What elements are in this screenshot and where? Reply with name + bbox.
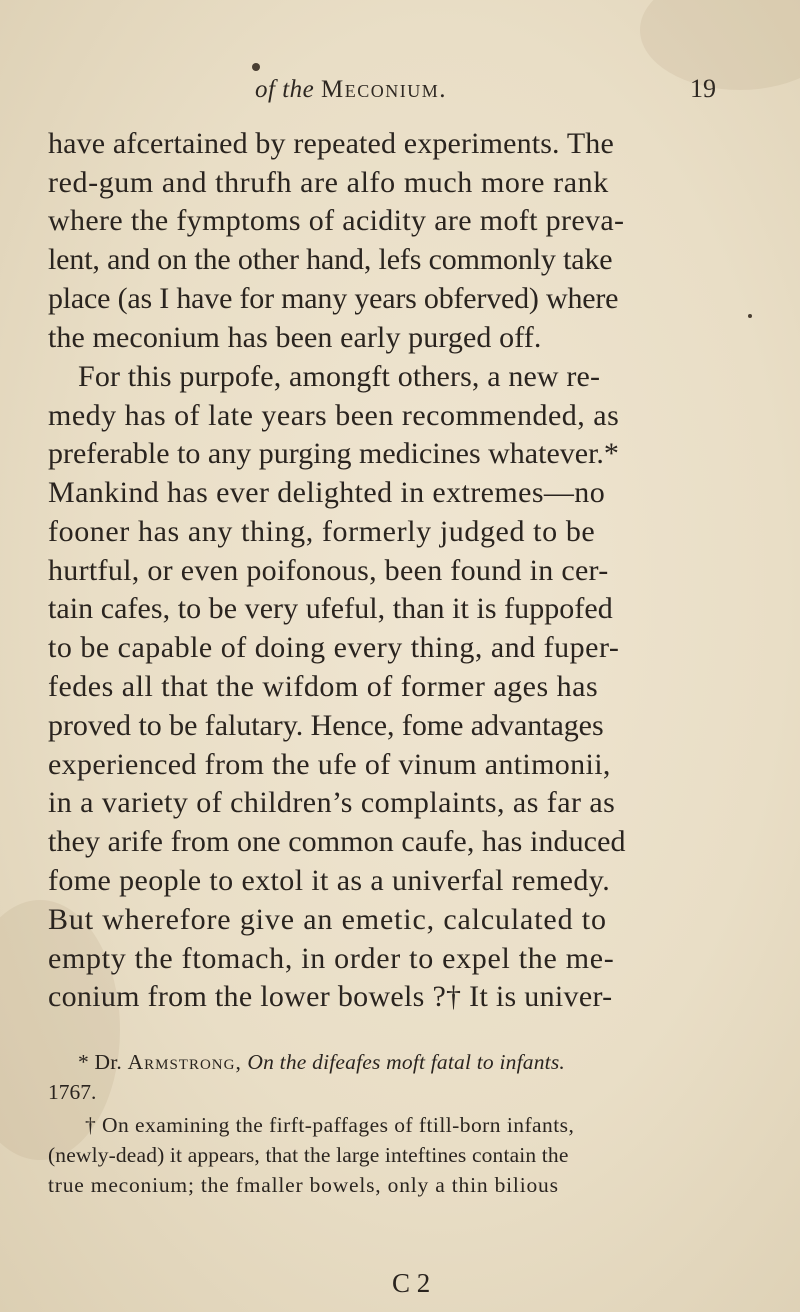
body-line: empty the ftomach, in order to expel the me- <box>48 942 615 975</box>
body-line: conium from the lower bowels ?† It is univer- <box>48 980 613 1013</box>
body-line: experienced from the ufe of vinum antimonii, <box>48 748 611 781</box>
footnote-line: (newly-dead) it appears, that the large inteftines contain the <box>48 1143 569 1167</box>
body-line: they arife from one common caufe, has induced <box>48 825 626 858</box>
paper-stain <box>640 0 800 90</box>
footnote-author: Armstrong, <box>127 1050 242 1074</box>
page-number: 19 <box>690 74 716 103</box>
body-line: red-gum and thrufh are alfo much more rank <box>48 166 609 199</box>
body-line: where the fymptoms of acidity are moft preva- <box>48 204 625 237</box>
body-line: the meconium has been early purged off. <box>48 321 542 354</box>
signature-mark: C 2 <box>392 1268 431 1298</box>
body-line: have afcertained by repeated experiments. The <box>48 127 614 160</box>
body-line: in a variety of children’s complaints, as far as <box>48 786 616 819</box>
footnote-title: On the difeafes moft fatal to infants. <box>247 1050 565 1074</box>
ink-speck <box>748 314 752 318</box>
body-line: to be capable of doing every thing, and fuper- <box>48 631 620 664</box>
footnote-marker: * Dr. <box>78 1050 122 1074</box>
body-line: hurtful, or even poifonous, been found in cer- <box>48 554 609 587</box>
footnote-armstrong <box>78 1050 565 1075</box>
body-line: proved to be falutary. Hence, fome advantages <box>48 709 604 742</box>
body-line: But wherefore give an emetic, calculated to <box>48 903 607 936</box>
running-head-title: Meconium. <box>321 76 447 103</box>
ink-speck <box>252 63 260 71</box>
body-line: medy has of late years been recommended, as <box>48 399 620 432</box>
running-head <box>255 76 447 104</box>
body-line: tain cafes, to be very ufeful, than it is fuppofed <box>48 592 613 625</box>
footnote-line: true meconium; the fmaller bowels, only a thin bilious <box>48 1173 559 1197</box>
body-line: For this purpofe, amongft others, a new re- <box>78 360 601 393</box>
body-line: place (as I have for many years obferved) where <box>48 282 619 315</box>
running-head-prefix: of the <box>255 76 315 103</box>
body-line: lent, and on the other hand, lefs commonly take <box>48 243 613 276</box>
body-line: fooner has any thing, formerly judged to be <box>48 515 596 548</box>
body-line: fome people to extol it as a univerfal remedy. <box>48 864 611 897</box>
footnote-year: 1767. <box>48 1080 97 1104</box>
body-line: Mankind has ever delighted in extremes—no <box>48 476 606 509</box>
body-line: fedes all that the wifdom of former ages has <box>48 670 599 703</box>
body-line: preferable to any purging medicines whatever.* <box>48 437 619 470</box>
footnote-line: † On examining the firft-paffages of ftill-born infants, <box>85 1113 575 1137</box>
